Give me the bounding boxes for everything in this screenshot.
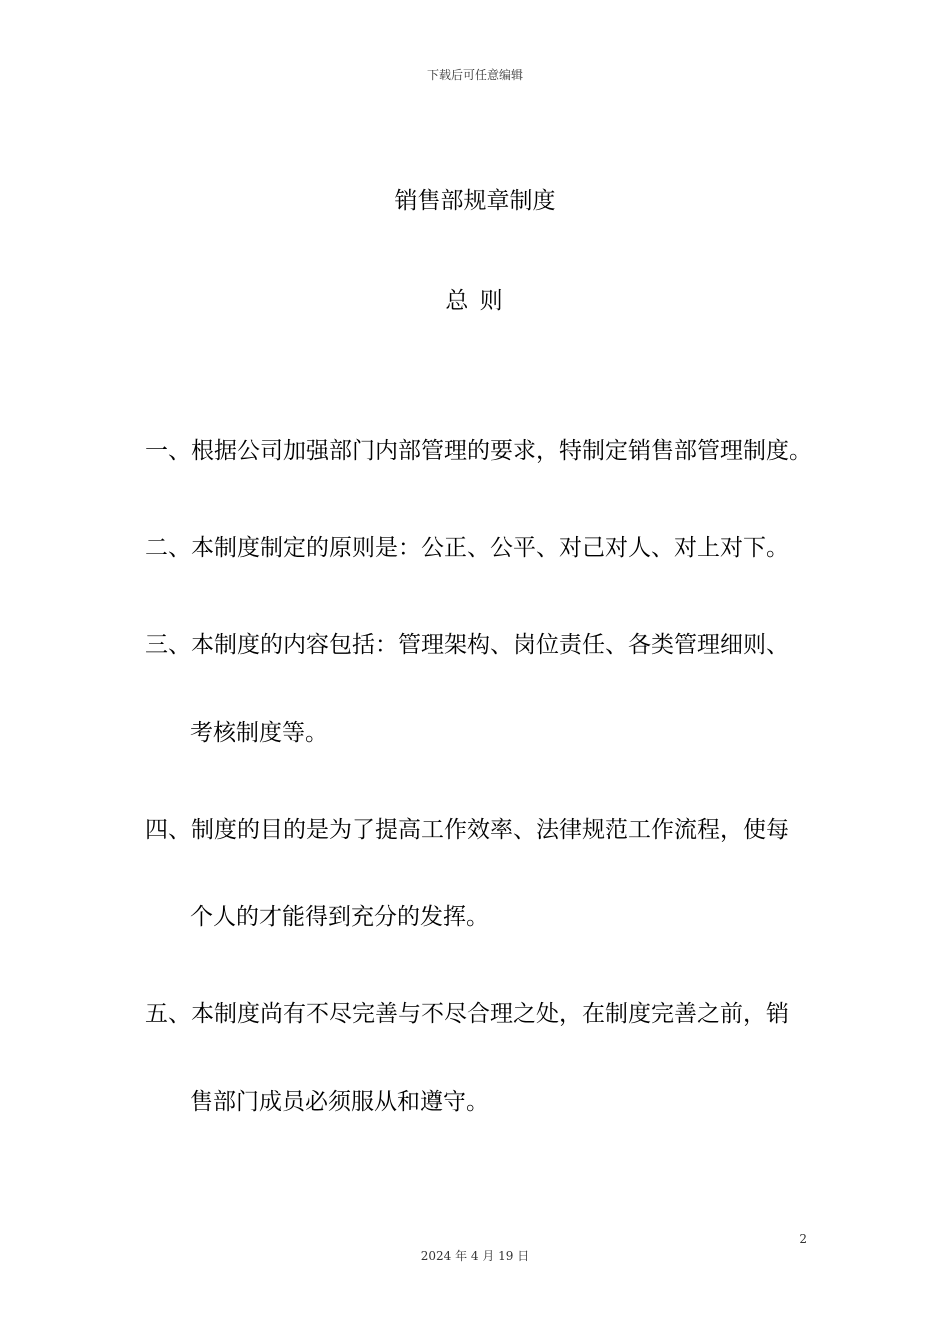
clause-1: [145, 436, 825, 466]
document-title: 销售部规章制度: [394, 188, 556, 214]
clause-number: 三、: [145, 632, 191, 658]
clause-text: 根据公司加强部门内部管理的要求，特制定销售部管理制度。: [191, 438, 812, 464]
clause-text: 本制度的内容包括：管理架构、岗位责任、各类管理细则、: [191, 632, 789, 658]
clause-number: 二、: [145, 535, 191, 561]
clause-4-continuation: 个人的才能得到充分的发挥。: [190, 904, 489, 930]
clause-text: 本制度尚有不尽完善与不尽合理之处，在制度完善之前，销: [191, 1001, 789, 1027]
clause-3: [145, 630, 825, 660]
clause-text: 本制度制定的原则是：公正、公平、对己对人、对上对下。: [191, 535, 789, 561]
clause-2: [145, 533, 825, 563]
header-note: 下载后可任意编辑: [426, 68, 523, 82]
clause-5-continuation: 售部门成员必须服从和遵守。: [190, 1089, 489, 1115]
footer-date: 2024 年 4 月 19 日: [420, 1249, 530, 1263]
clause-5: [145, 999, 825, 1029]
clause-text: 制度的目的是为了提高工作效率、法律规范工作流程，使每: [191, 817, 789, 843]
section-title: 总 则: [445, 288, 505, 314]
clause-4: [145, 815, 825, 845]
clause-number: 五、: [145, 1001, 191, 1027]
page-number: 2: [799, 1232, 807, 1246]
clause-3-continuation: 考核制度等。: [190, 720, 328, 746]
clause-number: 一、: [145, 438, 191, 464]
clause-number: 四、: [145, 817, 191, 843]
